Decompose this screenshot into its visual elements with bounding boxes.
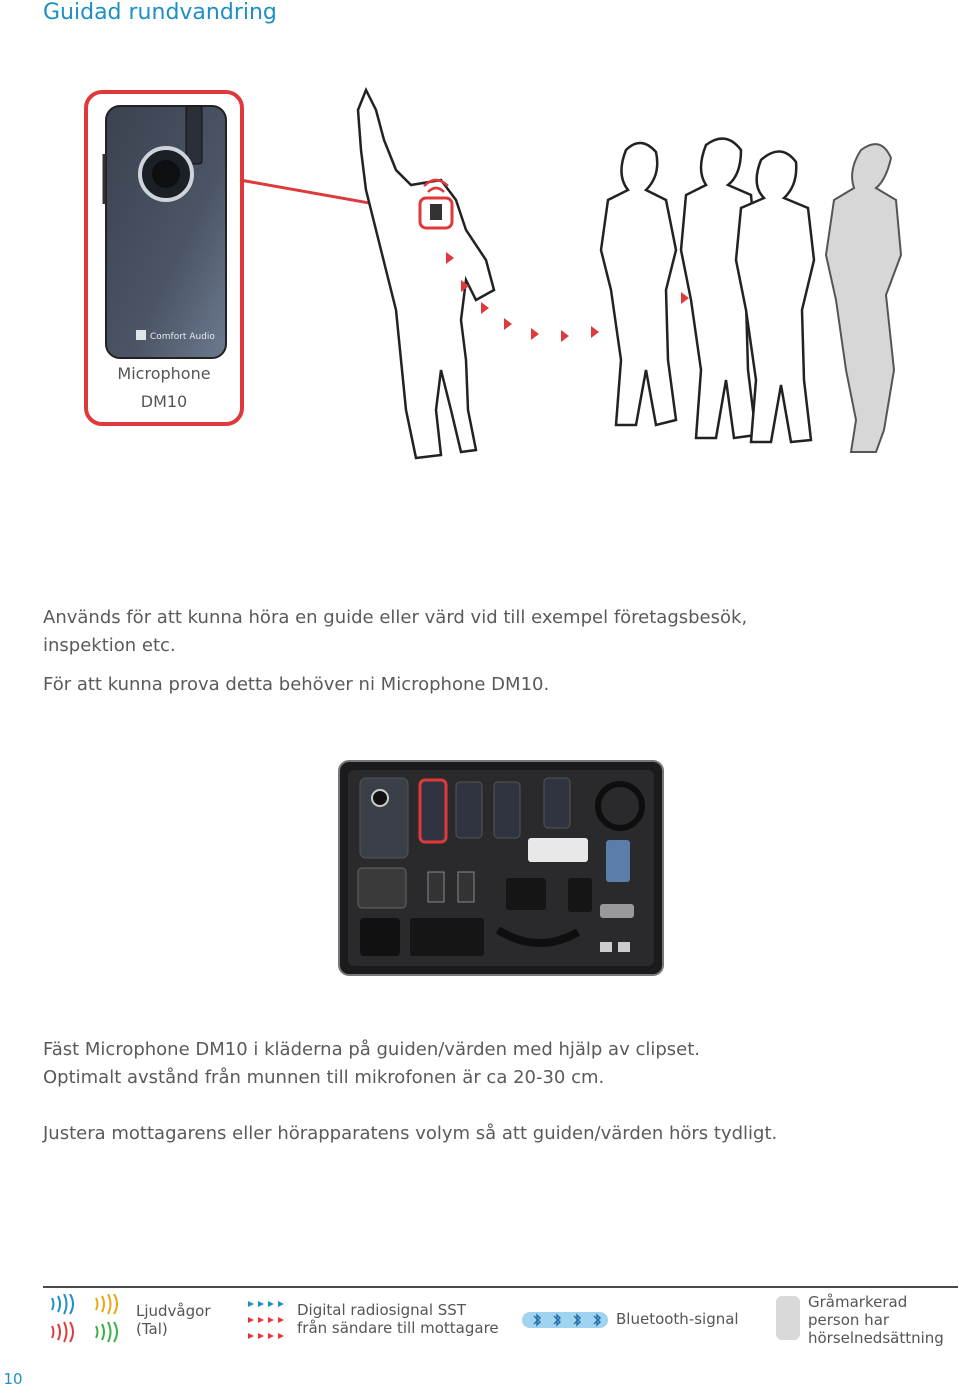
legend-sound-waves-line1: Ljudvågor [136, 1302, 211, 1320]
listener-figure-1 [601, 143, 676, 425]
guided-tour-illustration [236, 80, 936, 470]
brand-text: Comfort Audio [150, 332, 215, 342]
legend-digital-line2: från sändare till mottagare [297, 1319, 499, 1337]
footer-divider [43, 1286, 958, 1288]
listener-figure-hearing-impaired [826, 144, 901, 452]
microphone-device-image [88, 94, 240, 364]
instruction-line-2: Optimalt avstånd från munnen till mikrofonen är ca 20-30 cm. [43, 1067, 605, 1088]
legend-bluetooth: Bluetooth-signal [616, 1310, 739, 1328]
sound-waves-legend-icon [48, 1294, 130, 1346]
comfort-audio-logo [136, 330, 146, 340]
bluetooth-legend-icon [522, 1312, 608, 1328]
microphone-callout [84, 90, 244, 426]
legend-grey-line3: hörselnedsättning [808, 1329, 944, 1347]
equipment-case-image [338, 760, 664, 976]
legend-grey-line2: person har [808, 1311, 890, 1329]
page-number: 10 [0, 1368, 26, 1390]
legend-sound-waves-line2: (Tal) [136, 1320, 168, 1338]
digital-signal-legend-icon [248, 1298, 288, 1342]
intro-line-1: Används för att kunna höra en guide eller värd vid till exempel företagsbesök, [43, 607, 748, 628]
device-name-line2: DM10 [140, 392, 188, 411]
legend-grey-line1: Gråmarkerad [808, 1293, 908, 1311]
page-title: Guidad rundvandring [43, 0, 277, 25]
intro-line-2: inspektion etc. [43, 635, 176, 656]
instruction-line-1: Fäst Microphone DM10 i kläderna på guiden/värden med hjälp av clipset. [43, 1039, 701, 1060]
instruction-line-3: Justera mottagarens eller hörapparatens volym så att guiden/värden hörs tydligt. [43, 1123, 778, 1144]
grey-person-legend-icon [776, 1296, 800, 1340]
case-item-microphone-dm10 [420, 780, 446, 842]
device-name-line1: Microphone [117, 364, 211, 383]
guide-figure [358, 90, 494, 458]
legend-digital-line1: Digital radiosignal SST [297, 1301, 466, 1319]
intro-line-3: För att kunna prova detta behöver ni Microphone DM10. [43, 674, 550, 695]
